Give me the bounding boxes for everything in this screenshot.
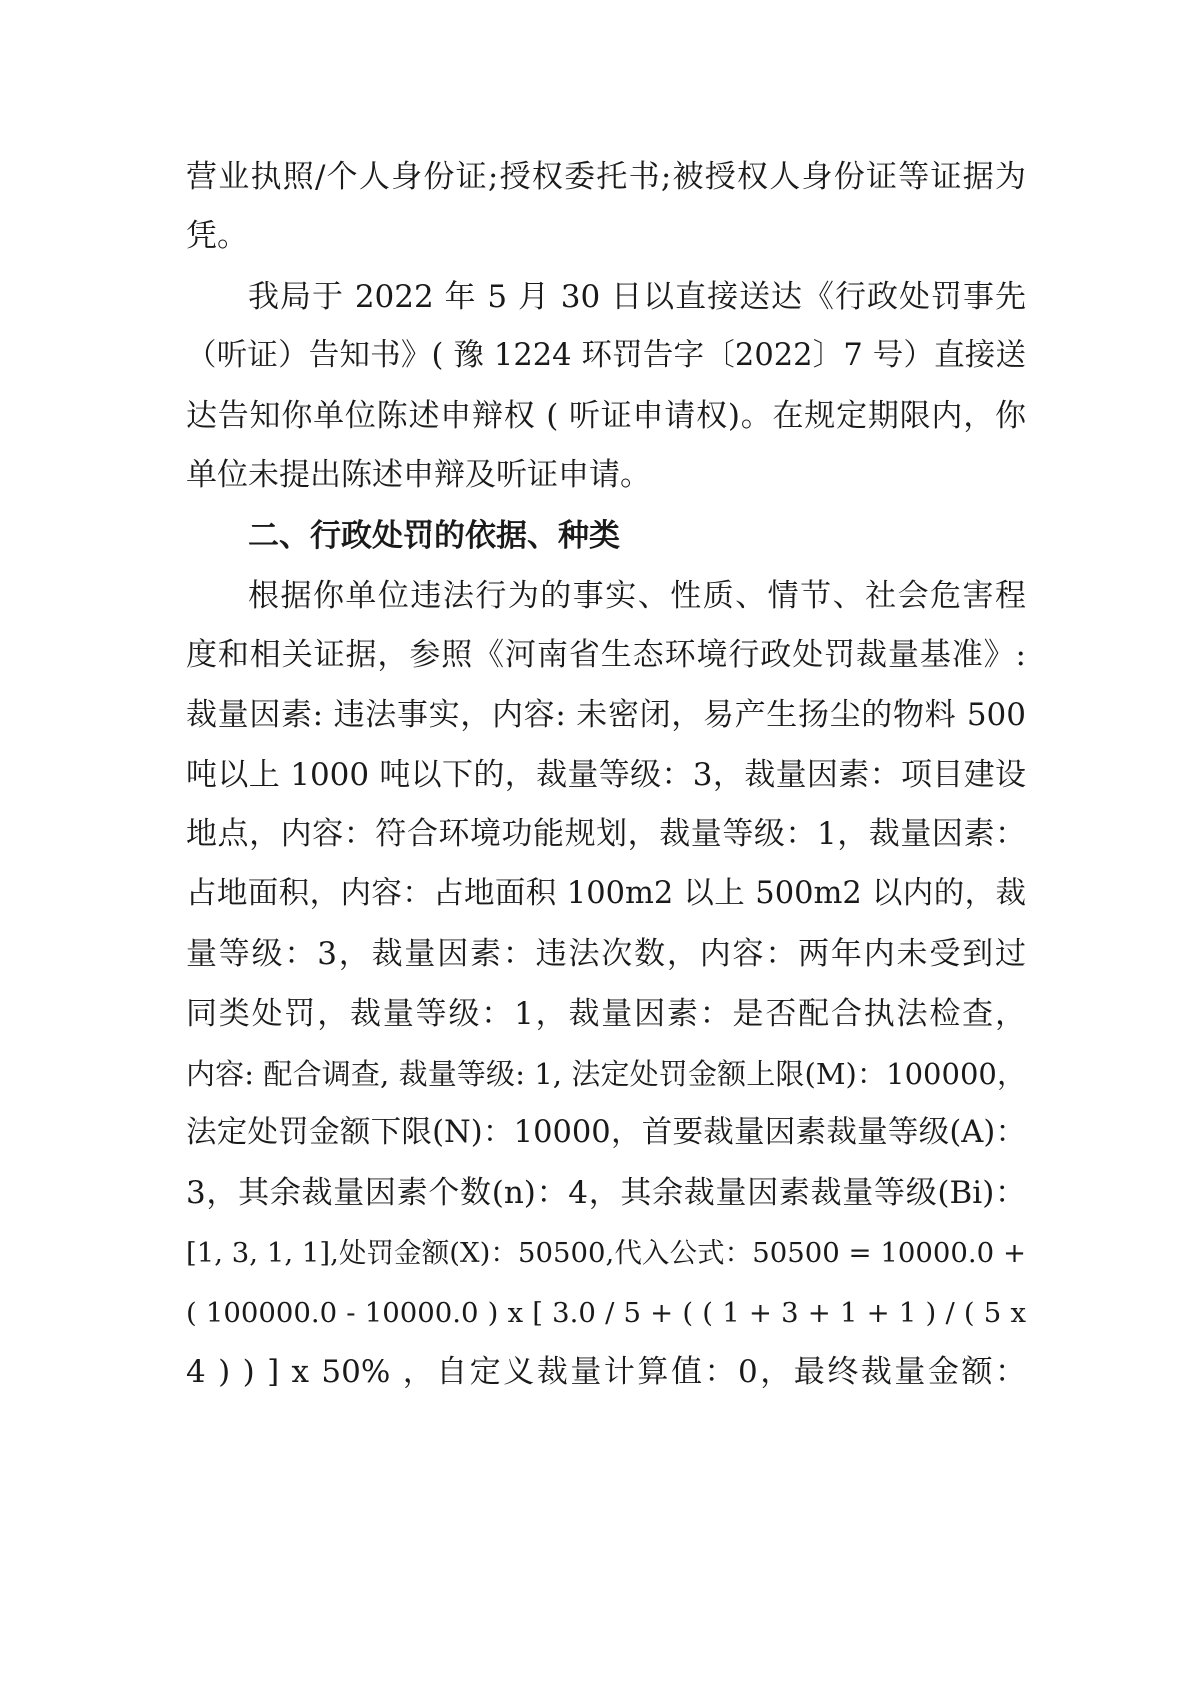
paragraph-line: 占地面积，内容：占地面积 100m2 以上 500m2 以内的，裁 <box>186 876 1026 911</box>
paragraph-line: 同类处罚，裁量等级：1，裁量因素：是否配合执法检查， <box>186 996 1026 1032</box>
paragraph-line: 根据你单位违法行为的事实、性质、情节、社会危害程 <box>248 578 1026 614</box>
paragraph-line: 3，其余裁量因素个数(n)：4，其余裁量因素裁量等级(Bi)： <box>186 1175 1026 1211</box>
paragraph-line: 地点，内容：符合环境功能规划，裁量等级：1，裁量因素： <box>186 816 1026 852</box>
paragraph-line: 达告知你单位陈述申辩权 ( 听证申请权)。在规定期限内，你 <box>186 398 1026 434</box>
paragraph-line: 单位未提出陈述申辩及听证申请。 <box>186 457 651 493</box>
paragraph-line: 营业执照/个人身份证;授权委托书;被授权人身份证等证据为 <box>186 159 1026 195</box>
paragraph-line: （听证）告知书》( 豫 1224 环罚告字〔2022〕7 号）直接送 <box>186 338 1026 373</box>
paragraph-line: 度和相关证据，参照《河南省生态环境行政处罚裁量基准》: <box>186 637 1026 673</box>
paragraph-line: 4 ) ) ] x 50% ，自定义裁量计算值：0，最终裁量金额： <box>186 1354 1026 1390</box>
section-heading: 二、行政处罚的依据、种类 <box>248 518 620 554</box>
paragraph-line: 法定处罚金额下限(N)：10000，首要裁量因素裁量等级(A)： <box>186 1115 1026 1150</box>
paragraph-line: 凭。 <box>186 218 248 254</box>
paragraph-line: 吨以上 1000 吨以下的，裁量等级：3，裁量因素：项目建设 <box>186 757 1026 793</box>
paragraph-line: 量等级：3，裁量因素：违法次数，内容：两年内未受到过 <box>186 936 1026 972</box>
paragraph-line: 内容: 配合调查, 裁量等级: 1, 法定处罚金额上限(M)：100000， <box>186 1057 1026 1091</box>
paragraph-line: 我局于 2022 年 5 月 30 日以直接送达《行政处罚事先 <box>248 279 1026 315</box>
paragraph-line: [1, 3, 1, 1],处罚金额(X)：50500,代入公式：50500 = 10000.0 + <box>186 1237 1026 1269</box>
paragraph-line: 裁量因素: 违法事实，内容: 未密闭，易产生扬尘的物料 500 <box>186 697 1026 733</box>
paragraph-line: ( 100000.0 - 10000.0 ) x [ 3.0 / 5 + ( ( 1 + 3 + 1 + 1 ) / ( 5 x <box>186 1297 1026 1329</box>
